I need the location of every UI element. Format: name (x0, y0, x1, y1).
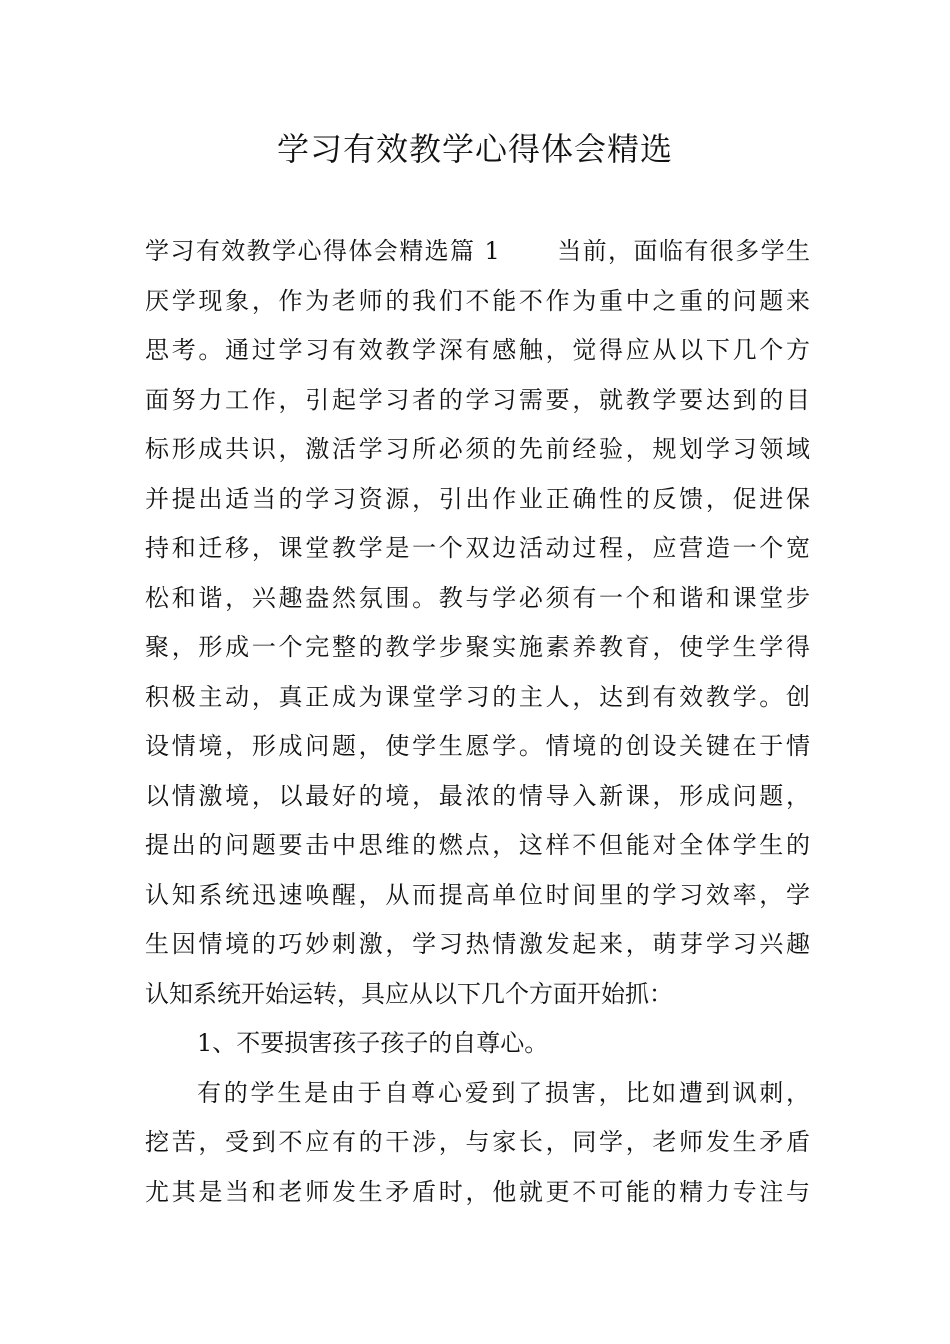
text-line: 认知系统迅速唤醒，从而提高单位时间里的学习效率，学 (145, 880, 810, 909)
text-run: 当前，面临有很多学生 (555, 237, 811, 265)
text-line: 尤其是当和老师发生矛盾时，他就更不可能的精力专注与 (145, 1177, 810, 1206)
text-line: 提出的问题要击中思维的燃点，这样不但能对全体学生的 (145, 831, 810, 859)
text-line: 挖苦，受到不应有的干涉，与家长，同学，老师发生矛盾 (145, 1128, 810, 1156)
text-line: 持和迁移，课堂教学是一个双边活动过程，应营造一个宽 (145, 534, 810, 562)
text-line: 标形成共识，激活学习所必须的先前经验，规划学习领域 (145, 435, 810, 463)
text-line: 认知系统开始运转，具应从以下几个方面开始抓： (145, 979, 673, 1008)
text-line (145, 232, 810, 282)
text-line: 设情境，形成问题，使学生愿学。情境的创设关键在于情 (145, 732, 810, 760)
text-line: 聚，形成一个完整的教学步聚实施素养教育，使学生学得 (145, 633, 810, 661)
text-line: 以情激境，以最好的境，最浓的情导入新课，形成问题， (145, 781, 810, 810)
text-line: 并提出适当的学习资源，引出作业正确性的反馈，促进保 (145, 484, 810, 513)
text-line: 思考。通过学习有效教学深有感触，觉得应从以下几个方 (145, 336, 810, 364)
text-line: 厌学现象，作为老师的我们不能不作为重中之重的问题来 (145, 286, 810, 315)
text-line: 松和谐，兴趣盎然氛围。教与学必须有一个和谐和课堂步 (145, 583, 810, 612)
document-title: 学习有效教学心得体会精选 (276, 130, 673, 168)
text-line: 生因情境的巧妙刺激，学习热情激发起来，萌芽学习兴趣 (145, 930, 810, 958)
list-item: 1、不要损害孩子孩子的自尊心。 (197, 1029, 549, 1057)
document-body (145, 232, 810, 1222)
text-line: 积极主动，真正成为课堂学习的主人，达到有效教学。创 (145, 682, 810, 711)
text-line: 面努力工作，引起学习者的学习需要，就教学要达到的目 (145, 385, 810, 414)
section-heading: 学习有效教学心得体会精选篇 1 (145, 237, 500, 265)
paragraph-start: 有的学生是由于自尊心爱到了损害，比如遭到讽刺， (197, 1078, 810, 1107)
